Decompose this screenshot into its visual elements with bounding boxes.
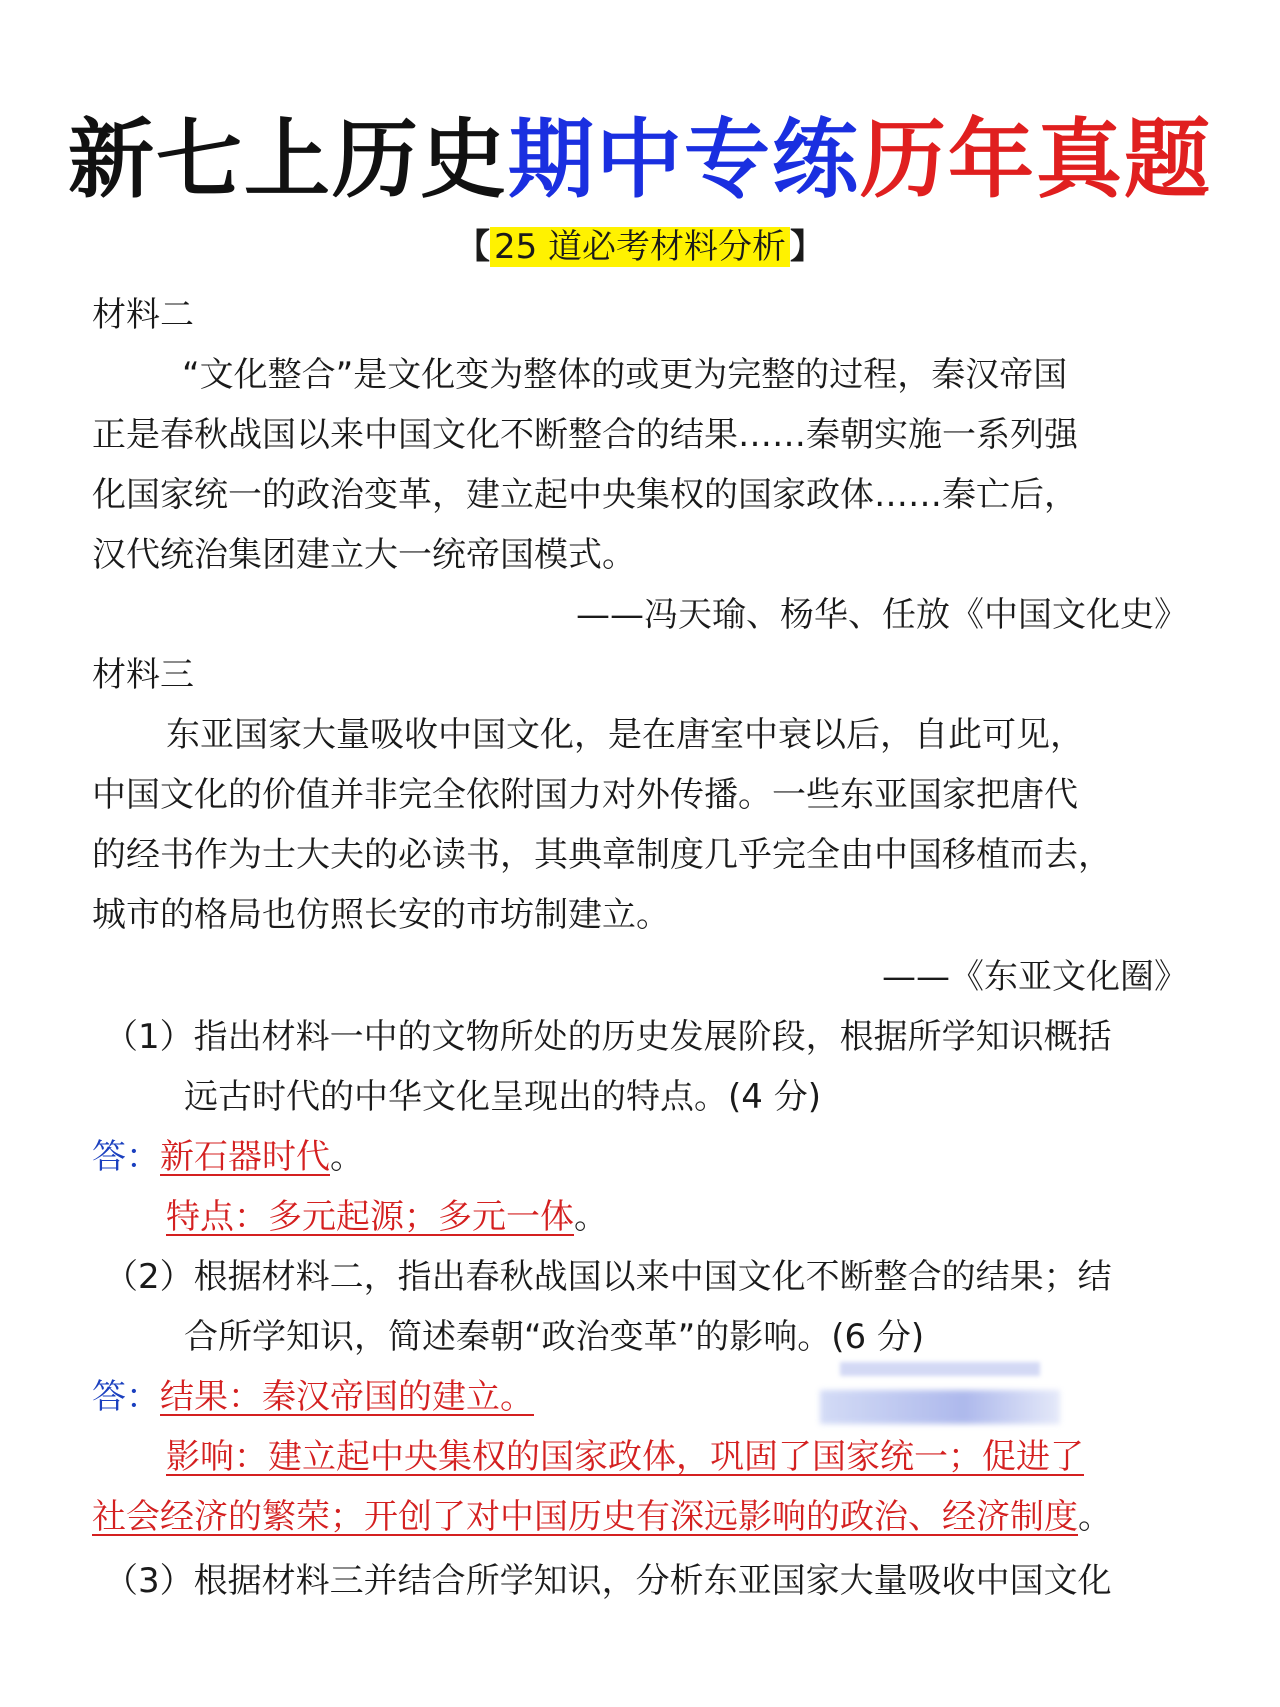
q2-answer-impact: 社会经济的繁荣；开创了对中国历史有深远影响的政治、经济制度 (92, 1497, 1078, 1537)
material3-line: 城市的格局也仿照长安的市坊制建立。 (92, 895, 670, 935)
subtitle-highlight: 25 道必考材料分析 (490, 227, 790, 267)
q1-answer-stage: 新石器时代 (160, 1137, 330, 1177)
q1-text: 远古时代的中华文化呈现出的特点。(4 分) (184, 1077, 821, 1117)
material2-heading: 材料二 (92, 295, 194, 335)
q1-answer-period: 。 (574, 1197, 608, 1237)
material3-line: 中国文化的价值并非完全依附国力对外传播。一些东亚国家把唐代 (92, 775, 1078, 815)
material2-line: 化国家统一的政治变革，建立起中央集权的国家政体……秦亡后， (92, 475, 1078, 515)
material2-line: 正是春秋战国以来中国文化不断整合的结果……秦朝实施一系列强 (92, 415, 1078, 455)
q2-text: （2）根据材料二，指出春秋战国以来中国文化不断整合的结果；结 (104, 1257, 1112, 1297)
subtitle-left-bracket: 【 (455, 227, 490, 267)
subtitle-right-bracket: 】 (790, 227, 825, 267)
q2-answer-line (92, 1372, 534, 1422)
q1-text: （1）指出材料一中的文物所处的历史发展阶段，根据所学知识概括 (104, 1017, 1112, 1057)
material3-line: 东亚国家大量吸收中国文化，是在唐室中衰以后，自此可见， (166, 715, 1084, 755)
answer-label: 答： (92, 1377, 160, 1417)
title-part-black: 新七上历史 (68, 110, 508, 210)
q1-answer-period: 。 (330, 1137, 364, 1177)
material3-line: 的经书作为士大夫的必读书，其典章制度几乎完全由中国移植而去， (92, 835, 1112, 875)
q1-answer-line (92, 1132, 364, 1182)
material2-line: “文化整合”是文化变为整体的或更为完整的过程，秦汉帝国 (182, 355, 1068, 395)
q2-answer-period: 。 (1078, 1497, 1112, 1537)
subtitle (0, 222, 1280, 272)
material2-line: 汉代统治集团建立大一统帝国模式。 (92, 535, 636, 575)
q1-answer-line (166, 1192, 608, 1242)
watermark-blur (820, 1390, 1060, 1424)
title-part-blue: 期中专练 (508, 110, 860, 210)
q2-text: 合所学知识，简述秦朝“政治变革”的影响。(6 分) (184, 1317, 925, 1357)
q2-answer-impact: 影响：建立起中央集权的国家政体，巩固了国家统一；促进了 (166, 1437, 1084, 1477)
watermark-blur (840, 1362, 1040, 1376)
answer-label: 答： (92, 1137, 160, 1177)
material3-source: ——《东亚文化圈》 (882, 957, 1188, 997)
q2-answer-line (92, 1492, 1112, 1542)
page-title (0, 105, 1280, 215)
q2-answer-line (166, 1432, 1084, 1482)
title-part-red: 历年真题 (860, 110, 1212, 210)
q1-answer-features: 特点：多元起源；多元一体 (166, 1197, 574, 1237)
q2-answer-result: 结果：秦汉帝国的建立。 (160, 1377, 534, 1417)
q3-text: （3）根据材料三并结合所学知识，分析东亚国家大量吸收中国文化 (104, 1561, 1112, 1601)
material2-source: ——冯天瑜、杨华、任放《中国文化史》 (576, 595, 1188, 635)
material3-heading: 材料三 (92, 655, 194, 695)
